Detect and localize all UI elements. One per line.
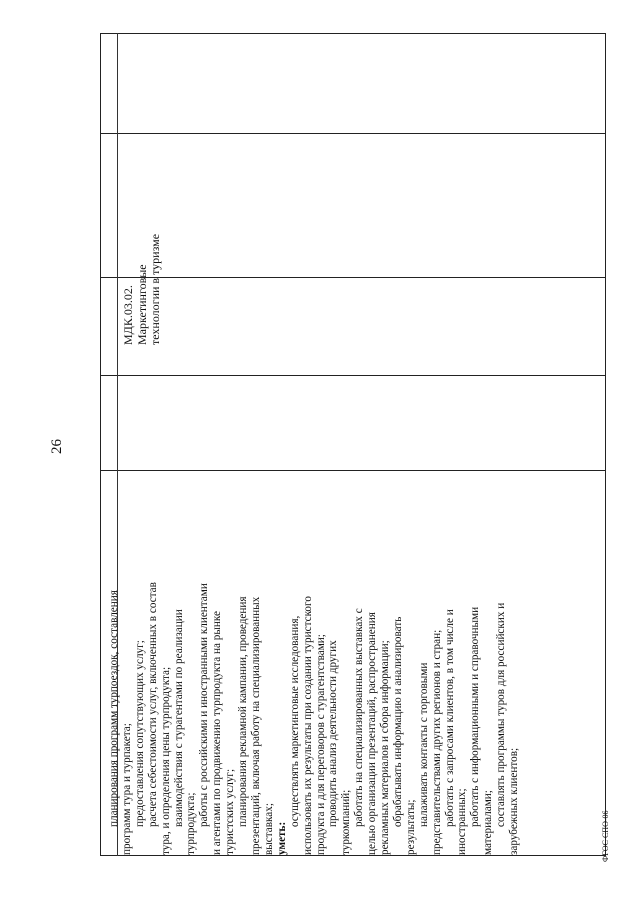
competency-line: и агентами по продвижению турпродукта на рынке: [211, 611, 224, 855]
competency-line: туристских услуг;: [224, 768, 237, 855]
mdk-title-line-1: Маркетинговые: [134, 264, 149, 345]
competency-line: работать с запросами клиентов, в том числе и: [443, 609, 456, 827]
competency-line: целью организации презентаций, распространения: [366, 612, 379, 855]
mdk-title-line-2: технологии в туризме: [148, 233, 162, 345]
competency-line: работы с российскими и иностранными клиентами: [198, 583, 211, 827]
competency-line: работать с информационными и справочными: [469, 606, 482, 827]
row-divider: [100, 277, 606, 278]
competency-line: зарубежных клиентов;: [508, 747, 521, 855]
competency-line: представительствами других регионов и стран;: [430, 629, 443, 855]
row-divider: [100, 375, 606, 376]
competency-line: тура, и определения цены турпродукта;: [159, 666, 172, 855]
competency-line: налаживать контакты с торговыми: [417, 662, 430, 827]
competencies-cell: [108, 495, 578, 855]
mdk-cell: [122, 125, 163, 345]
competency-line: турпродукта;: [185, 792, 198, 855]
page-number: 26: [49, 439, 65, 454]
competency-line: осуществлять маркетинговые исследования,: [288, 615, 301, 827]
competency-line: использовать их результаты при создании туристского: [301, 596, 314, 855]
row-divider: [100, 470, 606, 471]
section-heading: уметь:: [275, 821, 288, 855]
competency-line: расчета себестоимости услуг, включенных в состав: [146, 582, 159, 827]
row-divider: [100, 133, 606, 134]
competency-line: планирования программ турпоездок, составления: [108, 590, 120, 827]
competency-line: работать на специализированных выставках с: [353, 608, 366, 827]
competency-line: планирования рекламной кампании, проведения: [237, 596, 250, 827]
competency-line: продукта и для переговоров с турагентствами;: [314, 634, 327, 855]
competency-line: предоставления сопутствующих услуг;: [133, 640, 146, 827]
competency-line: рекламных материалов и сбора информации;: [379, 640, 392, 855]
competency-line: проводить анализ деятельности других: [327, 640, 340, 827]
footer-code: ФГОС СПО-06: [601, 810, 610, 862]
mdk-code: МДК.03.02.: [121, 285, 135, 345]
competency-line: иностранных;: [456, 788, 469, 855]
competency-line: материалами;: [482, 790, 495, 855]
competency-line: обрабатывать информацию и анализировать: [391, 616, 404, 827]
competency-line: взаимодействия с турагентами по реализации: [172, 609, 185, 827]
competency-line: программ тура и турпакета;: [120, 723, 133, 855]
competency-line: презентаций, включая работу на специализированных: [249, 596, 262, 855]
competency-line: составлять программы туров для российских и: [495, 602, 508, 827]
competency-line: туркомпаний;: [340, 789, 353, 855]
competency-line: результаты;: [404, 799, 417, 855]
competency-line: выставках;: [262, 803, 275, 855]
